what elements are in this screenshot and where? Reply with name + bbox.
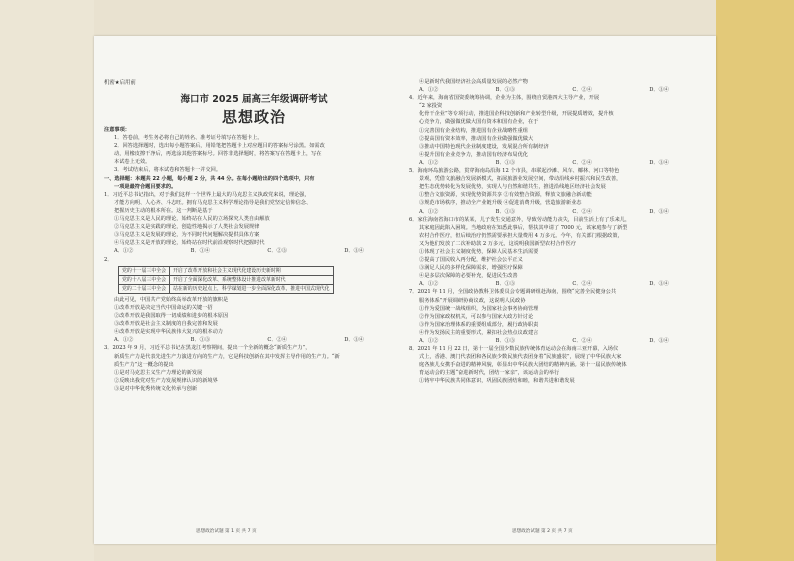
question-2-options xyxy=(104,336,404,344)
question-4-item: ③推动中国特色现代企业制度建设，发展混合所有制经济 xyxy=(419,143,549,150)
question-2-table xyxy=(118,266,334,294)
table-row xyxy=(119,275,334,284)
notes-heading: 注意事项： xyxy=(104,127,130,133)
question-8-item: ①铸牢中华民族共同体意识，巩固民族团结和睦，和谐共进和谐发展 xyxy=(419,378,575,385)
option-d: D．③④ xyxy=(649,87,669,94)
table-cell: 党的二十届三中全会 xyxy=(119,284,170,293)
question-4-stem: 4．近年来，海南省国资委统筹协调，企业为主体，围绕自贸港四大主导产业，开展 xyxy=(409,95,600,102)
question-5-options xyxy=(409,208,709,216)
background-left xyxy=(0,0,94,561)
question-7-item: ②作为国家政权机关，可以参与国家大政方针讨论 xyxy=(419,313,534,320)
question-2-item: ②改革开放是我国取得一切成绩和进步的根本原因 xyxy=(114,313,229,320)
question-3-item: ③是对中华优秀传统文化传承与创新 xyxy=(114,385,198,392)
question-1-item: ①马克思主义是人民的理论，始终站在人民的立场探究人类自由解放 xyxy=(114,216,270,223)
question-4-options xyxy=(409,159,709,167)
option-d: D．③④ xyxy=(344,337,364,344)
question-6-item: ③满足人民的多样化保障需求，增强医疗保障 xyxy=(419,265,523,272)
option-b: B．①③ xyxy=(495,208,516,215)
question-2-number: 2． xyxy=(104,256,113,263)
table-cell: 党的十八届三中全会 xyxy=(119,275,170,284)
footer-page-right: 思想政治试题 第 2 页 共 7 页 xyxy=(512,529,573,534)
question-3-stem: 质生产力”这一概念的提出 xyxy=(114,361,174,368)
option-c: C．②④ xyxy=(267,337,287,344)
notes-line: 3．考试结束后，将本试卷和答题卡一并交回。 xyxy=(114,167,222,174)
question-8-stem: 育运动会的主题“奋进新时代，团结一家亲”，该运动会的举行 xyxy=(419,370,560,377)
question-6-stem: 其家庭因此陷入困境。当地政府在知悉此事后，帮扶其申请了 7000 元，该家庭参与了新型 xyxy=(419,224,628,231)
question-8-stem: 8．2021 年 11 月 22 日，第十一届全国少数民族传统体育运动会在海南三亚开幕，入场仪 xyxy=(409,346,619,353)
question-4-item: ①完善国有企业结构，推进国有企业战略性重组 xyxy=(419,127,528,134)
question-1-stem: 1．习近平总书记指出，对于我们这样一个世界上最大的马克思主义执政党来说，理论强， xyxy=(104,191,310,198)
question-1-options xyxy=(104,247,404,255)
table-cell: 党的十一届三中全会 xyxy=(119,266,170,275)
left-column xyxy=(104,126,404,393)
question-4-item: ②提高国有资本效率，推动国有企业做强做优做大 xyxy=(419,135,534,142)
option-c: C．②④ xyxy=(572,159,592,166)
question-5-stem: 把生态优势转化为发展优势，实现人与自然和谐共生，推进沿线地区经济社会发展 xyxy=(419,184,606,191)
option-c: C．②④ xyxy=(572,208,592,215)
question-1-item: ④马克思主义是开放的理论，始终站在时代前沿观察时代把握时代 xyxy=(114,240,265,247)
section-heading: 一、选择题：本题共 22 小题，每小题 2 分，共 44 分。在每小题给出的四个选项中，只有 xyxy=(104,175,315,182)
option-c: C．②④ xyxy=(572,87,592,94)
option-b: B．①③ xyxy=(495,159,516,166)
question-6-stem: 6．家住海南省海口市的某某，儿子发生交通意外，导致劳动能力丧失，目前生活上有了乐来儿， xyxy=(409,216,631,223)
option-d: D．③④ xyxy=(649,338,669,344)
notes-line: 动，用橡皮擦干净后，再选涂其他答案标号。回答非选择题时，将答案写在答题卡上，写在 xyxy=(114,151,322,158)
option-b: B．①③ xyxy=(495,281,516,288)
option-a: A．①② xyxy=(419,87,439,94)
question-2-item: ①改革开放是决定当代中国命运的关键一招 xyxy=(114,304,213,311)
question-7-options xyxy=(409,337,709,345)
section-heading: 一项是最符合题目要求的。 xyxy=(114,183,177,190)
question-5-stem: 5．海南环岛旅游公路，贯穿海南岛沿海 12 个市县，串联起沙滩、风车、椰林、河口等特色 xyxy=(409,168,620,175)
question-7-item: ④作为发扬民主的重要形式，紧扣社会热点议政建言 xyxy=(419,329,539,336)
option-d: D．③④ xyxy=(649,159,669,166)
option-c: C．②③ xyxy=(267,248,287,255)
question-6-stem: 又为他们发放了二次补助款 2 万多元，这说明我国新型农村合作医疗 xyxy=(419,240,577,247)
table-cell: 站在新的历史起点上，科学谋划进一步全面深化改革，推进中国式现代化 xyxy=(170,284,334,293)
question-3-stem: 新质生产力是代表先进生产力演进方向的生产力，它是科技创新在其中发挥主导作用的生产力。“新 xyxy=(114,353,340,360)
question-2-item: ④改革开放是实现中华民族伟大复兴的根本动力 xyxy=(114,329,223,336)
option-d: D．③④ xyxy=(649,208,669,215)
option-b: B．①③ xyxy=(495,87,516,94)
question-7-stem: 服务体系”开展调研协商议政，这说明人民政协 xyxy=(419,297,526,304)
question-1-stem: 把握历史主动的根本所在。这一判断是基于 xyxy=(114,207,213,214)
right-column xyxy=(409,78,709,386)
question-4-item: ④提升国有企业竞争力，推动国有经济布局优化 xyxy=(419,151,528,158)
exam-title: 海口市 2025 届高三年级调研考试 xyxy=(180,94,328,105)
question-5-item: ①整合文旅资源，实现优势资源共享 ②有效整合资源，释放文旅融合新动能 xyxy=(419,192,592,199)
question-3-stem: 3．2023 年 9 月，习近平总书记在黑龙江考察期间，提出一个全新的概念“新质生产力”， xyxy=(104,345,311,352)
subject-title: 思想政治 xyxy=(221,108,286,126)
question-2-item: ③改革开放是社会主义制度的自我完善和发展 xyxy=(114,321,218,328)
question-3-options xyxy=(409,86,709,94)
question-2-lead: 由此可见，中国共产党始终高举改革开放的旗帜是 xyxy=(114,296,229,303)
question-4-stem: 化骨干企业”等专项行动，推进国企科技创新和产业转型升级，开展提质增效，提升核 xyxy=(419,111,614,118)
notes-line: 2．回答选择题时，选出每小题答案后，用铅笔把答题卡上对应题目的答案标号涂黑。如需改 xyxy=(114,143,325,150)
question-5-item: ③规范市场秩序，推动全产业链升级 ④促进消费升级，营造旅游新业态 xyxy=(419,200,582,207)
option-b: B．①③ xyxy=(495,338,516,344)
option-d: D．③④ xyxy=(649,281,669,288)
question-6-options xyxy=(409,280,709,288)
table-row xyxy=(119,266,334,275)
option-a: A．①② xyxy=(419,281,439,288)
table-cell: 开启了改革开放和社会主义现代化建设历史新时期 xyxy=(170,266,334,275)
background-right xyxy=(716,0,794,561)
option-b: B．①③ xyxy=(190,337,211,344)
question-3-item: ④是新时代我国经济社会高质量发展的必然产物 xyxy=(419,79,528,85)
question-1-item: ②马克思主义是实践的理论，创造性地揭示了人类社会发展规律 xyxy=(114,224,260,231)
question-3-item: ①是对马克思主义生产力理论的新发展 xyxy=(114,369,203,376)
option-a: A．①② xyxy=(419,338,439,344)
option-a: A．①② xyxy=(114,248,134,255)
option-c: C．②④ xyxy=(572,281,592,288)
question-4-stem: “2 家投资 xyxy=(419,103,443,110)
question-8-stem: 式上，香港、澳门代表团和各民族少数民族代表团身着“民族盛装”，展现了中华民族大家 xyxy=(419,354,622,361)
option-d: D．③④ xyxy=(344,248,364,255)
question-7-stem: 7．2021 年 11 月，全国政协教科卫体委员会专题调研组赴海南，围绕“完善全民健身公共 xyxy=(409,289,617,296)
option-a: A．①② xyxy=(419,208,439,215)
question-1-item: ③马克思主义是发展的理论，为不同时代问题解决提供具体方案 xyxy=(114,232,260,239)
question-6-item: ①体现了社会主义制度优势，保障人民基本生活需要 xyxy=(419,248,539,255)
question-6-item: ②提高了国民收入再分配，维护社会公平正义 xyxy=(419,257,523,264)
table-row xyxy=(119,284,334,293)
option-b: B．①④ xyxy=(190,248,211,255)
question-8-stem: 庭各族儿女携手奋进的精神风貌，彰显出中华民族大团结的精神内涵。第十一届民族传统体 xyxy=(419,362,627,369)
option-c: C．②④ xyxy=(572,338,592,344)
footer-page-left: 思想政治试题 第 1 页 共 7 页 xyxy=(196,529,257,534)
table-cell: 开启了全面深化改革、系统整体设计推进改革新时代 xyxy=(170,275,334,284)
question-3-item: ②反映出我党对生产力发展规律认识的新境界 xyxy=(114,377,218,384)
notes-line: 本试卷上无效。 xyxy=(114,159,151,166)
option-a: A．①② xyxy=(419,159,439,166)
question-1-stem: 才能方向明、人心齐、斗志旺。拥有马克思主义科学理论指导是我们党坚定信仰信念、 xyxy=(114,199,312,206)
option-a: A．①② xyxy=(114,337,134,344)
question-5-stem: 景观，凭借文旅融合发展新模式，拓展旅游业发展空间，带动沿线乡村振兴和民生改善， xyxy=(419,176,622,183)
question-4-stem: 心竞争力，做强做优做大国有资本和国有企业，在于 xyxy=(419,119,539,126)
question-6-item: ④是多层次保障的必要补充，促进民生改善 xyxy=(419,273,518,280)
question-7-item: ①作为爱国统一战线组织，为国家社会事务协商管理 xyxy=(419,305,539,312)
notes-line: 1．答卷前，考生务必将自己的姓名、准考证号填写在答题卡上。 xyxy=(114,135,263,142)
question-6-stem: 农村合作医疗，但后续治疗仍然需要承担大量费用 4 万多元。今年，有关部门根据政策， xyxy=(419,232,623,239)
secret-label: 机密★启用前 xyxy=(104,80,136,86)
question-7-item: ③作为国家治理体系的重要组成部分，履行政协职责 xyxy=(419,321,539,328)
